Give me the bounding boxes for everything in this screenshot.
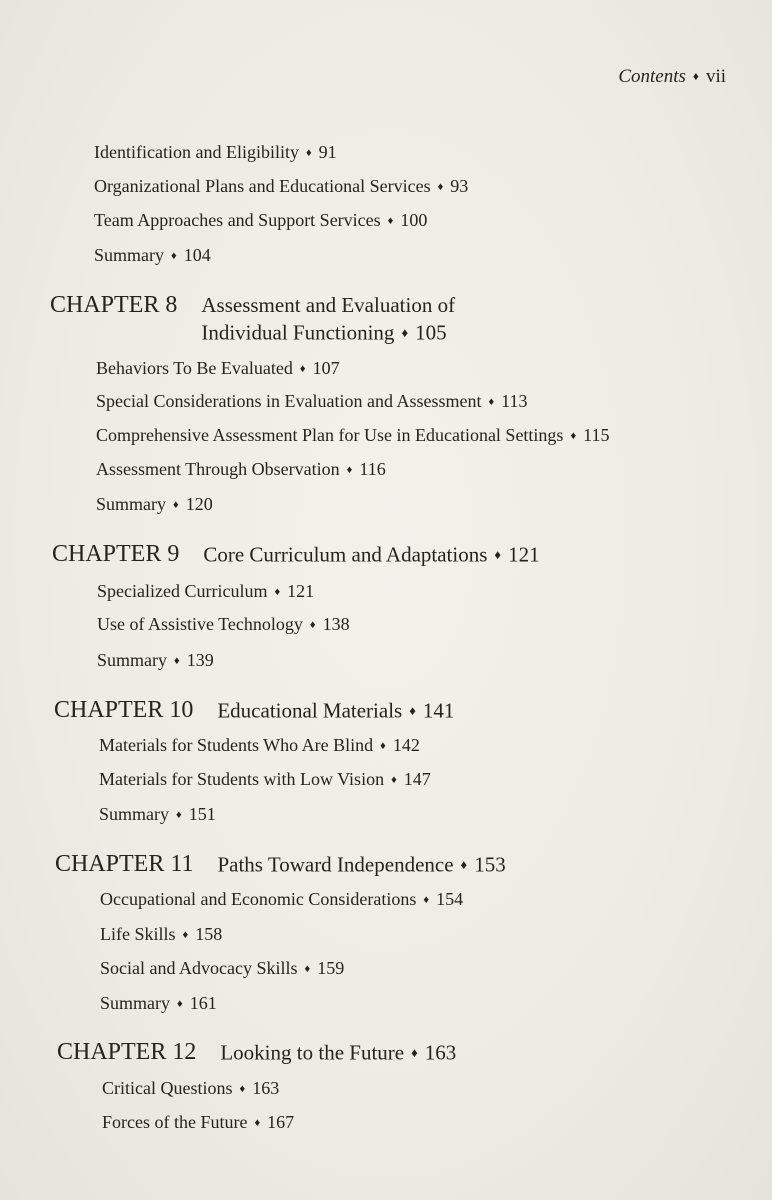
toc-entry bbox=[94, 142, 337, 163]
diamond-separator-icon: ♦ bbox=[401, 325, 409, 340]
chapter-title-text: Looking to the Future bbox=[220, 1040, 405, 1065]
diamond-separator-icon: ♦ bbox=[346, 464, 353, 476]
diamond-separator-icon: ♦ bbox=[423, 894, 430, 906]
diamond-separator-icon: ♦ bbox=[488, 396, 495, 408]
diamond-separator-icon: ♦ bbox=[309, 619, 316, 631]
entry-title: Assessment Through Observation bbox=[96, 459, 340, 479]
toc-entry bbox=[100, 924, 222, 945]
entry-title: Life Skills bbox=[100, 924, 176, 944]
chapter-label: CHAPTER 9 bbox=[52, 541, 180, 567]
diamond-separator-icon: ♦ bbox=[387, 215, 394, 227]
entry-page-number: 116 bbox=[359, 459, 386, 479]
running-head-label: Contents bbox=[618, 66, 686, 87]
chapter-title bbox=[217, 697, 454, 724]
entry-title: Occupational and Economic Considerations bbox=[100, 889, 417, 909]
toc-entry bbox=[99, 735, 420, 756]
chapter-label: CHAPTER 11 bbox=[55, 851, 194, 877]
entry-page-number: 161 bbox=[189, 993, 217, 1013]
diamond-separator-icon: ♦ bbox=[254, 1117, 261, 1129]
toc-entry bbox=[94, 210, 427, 231]
chapter-title bbox=[203, 541, 539, 568]
entry-title: Summary bbox=[99, 804, 169, 824]
diamond-separator-icon: ♦ bbox=[570, 430, 577, 442]
chapter-title bbox=[201, 292, 455, 346]
chapter-page-number: 163 bbox=[424, 1040, 457, 1065]
toc-entry bbox=[97, 614, 350, 635]
chapter-page-number: 105 bbox=[415, 320, 447, 345]
entry-page-number: 151 bbox=[188, 804, 216, 824]
entry-page-number: 93 bbox=[450, 176, 469, 196]
chapter-page-number: 153 bbox=[474, 852, 506, 877]
diamond-separator-icon: ♦ bbox=[409, 703, 416, 718]
chapter-heading bbox=[55, 851, 506, 878]
toc-entry bbox=[100, 958, 344, 979]
chapter-title-line: Assessment and Evaluation of bbox=[201, 293, 456, 317]
entry-title: Team Approaches and Support Services bbox=[94, 210, 381, 230]
entry-page-number: 159 bbox=[317, 958, 345, 978]
entry-title: Materials for Students with Low Vision bbox=[99, 769, 385, 789]
entry-title: Behaviors To Be Evaluated bbox=[96, 358, 293, 378]
entry-title: Comprehensive Assessment Plan for Use in Educational Settings bbox=[96, 425, 564, 445]
diamond-separator-icon: ♦ bbox=[176, 809, 182, 821]
chapter-title-text: Core Curriculum and Adaptations bbox=[203, 542, 488, 567]
toc-entry bbox=[96, 459, 386, 480]
toc-entry bbox=[100, 889, 463, 910]
chapter-heading bbox=[54, 697, 454, 724]
diamond-separator-icon: ♦ bbox=[437, 181, 444, 193]
entry-title: Summary bbox=[100, 993, 170, 1013]
entry-page-number: 163 bbox=[252, 1078, 280, 1098]
toc-entry bbox=[99, 804, 216, 825]
entry-title: Specialized Curriculum bbox=[97, 581, 268, 601]
entry-page-number: 91 bbox=[318, 142, 337, 162]
chapter-heading bbox=[50, 292, 455, 346]
entry-title: Use of Assistive Technology bbox=[97, 614, 303, 634]
entry-title: Forces of the Future bbox=[102, 1112, 248, 1132]
entry-page-number: 142 bbox=[392, 735, 420, 755]
diamond-separator-icon: ♦ bbox=[182, 929, 189, 941]
entry-title: Critical Questions bbox=[102, 1078, 233, 1098]
diamond-separator-icon: ♦ bbox=[692, 69, 699, 83]
toc-entry bbox=[99, 769, 431, 790]
chapter-title bbox=[220, 1039, 456, 1066]
entry-title: Summary bbox=[94, 245, 164, 265]
entry-title: Organizational Plans and Educational Services bbox=[94, 176, 431, 196]
diamond-separator-icon: ♦ bbox=[239, 1083, 246, 1095]
toc-entry bbox=[96, 425, 609, 446]
diamond-separator-icon: ♦ bbox=[411, 1045, 418, 1060]
chapter-heading bbox=[52, 541, 540, 568]
diamond-separator-icon: ♦ bbox=[380, 740, 386, 752]
chapter-page-number: 121 bbox=[508, 542, 540, 567]
entry-page-number: 147 bbox=[403, 769, 431, 789]
entry-page-number: 167 bbox=[267, 1112, 295, 1132]
entry-title: Summary bbox=[97, 650, 167, 670]
entry-page-number: 113 bbox=[501, 391, 528, 411]
running-head bbox=[618, 66, 726, 88]
toc-entry bbox=[96, 494, 213, 515]
toc-entry bbox=[102, 1078, 279, 1099]
diamond-separator-icon: ♦ bbox=[177, 998, 183, 1010]
chapter-label: CHAPTER 8 bbox=[50, 292, 178, 318]
diamond-separator-icon: ♦ bbox=[460, 857, 468, 872]
diamond-separator-icon: ♦ bbox=[391, 774, 397, 786]
diamond-separator-icon: ♦ bbox=[274, 586, 281, 598]
chapter-title-text: Individual Functioning bbox=[201, 320, 395, 345]
chapter-heading bbox=[57, 1039, 456, 1066]
chapter-label: CHAPTER 12 bbox=[57, 1039, 197, 1065]
entry-page-number: 158 bbox=[195, 924, 223, 944]
entry-page-number: 120 bbox=[185, 494, 213, 514]
entry-page-number: 121 bbox=[287, 581, 315, 601]
diamond-separator-icon: ♦ bbox=[171, 250, 177, 262]
entry-page-number: 154 bbox=[436, 889, 464, 909]
diamond-separator-icon: ♦ bbox=[173, 499, 179, 511]
entry-page-number: 115 bbox=[583, 425, 610, 445]
toc-entry bbox=[97, 650, 214, 671]
diamond-separator-icon: ♦ bbox=[299, 363, 306, 375]
entry-page-number: 107 bbox=[312, 358, 340, 378]
toc-entry bbox=[100, 993, 217, 1014]
diamond-separator-icon: ♦ bbox=[174, 655, 180, 667]
entry-title: Identification and Eligibility bbox=[94, 142, 299, 162]
entry-title: Special Considerations in Evaluation and Assessment bbox=[96, 391, 482, 411]
diamond-separator-icon: ♦ bbox=[305, 147, 312, 159]
entry-title: Summary bbox=[96, 494, 166, 514]
chapter-title-text: Educational Materials bbox=[217, 698, 403, 723]
chapter-title-line bbox=[201, 319, 455, 346]
entry-page-number: 138 bbox=[322, 614, 350, 634]
toc-entry bbox=[94, 176, 468, 197]
toc-entry bbox=[97, 581, 314, 602]
chapter-title-text: Paths Toward Independence bbox=[217, 852, 454, 877]
entry-page-number: 139 bbox=[186, 650, 214, 670]
entry-page-number: 104 bbox=[183, 245, 211, 265]
toc-entry bbox=[96, 391, 528, 412]
diamond-separator-icon: ♦ bbox=[494, 547, 502, 562]
entry-title: Social and Advocacy Skills bbox=[100, 958, 298, 978]
chapter-page-number: 141 bbox=[422, 698, 455, 723]
running-head-page-number: vii bbox=[705, 66, 726, 87]
toc-entry bbox=[94, 245, 211, 266]
diamond-separator-icon: ♦ bbox=[304, 963, 311, 975]
chapter-title bbox=[217, 851, 505, 878]
entry-page-number: 100 bbox=[400, 210, 428, 230]
toc-entry bbox=[96, 358, 340, 379]
chapter-label: CHAPTER 10 bbox=[54, 697, 194, 723]
toc-entry bbox=[102, 1112, 294, 1133]
entry-title: Materials for Students Who Are Blind bbox=[99, 735, 374, 755]
